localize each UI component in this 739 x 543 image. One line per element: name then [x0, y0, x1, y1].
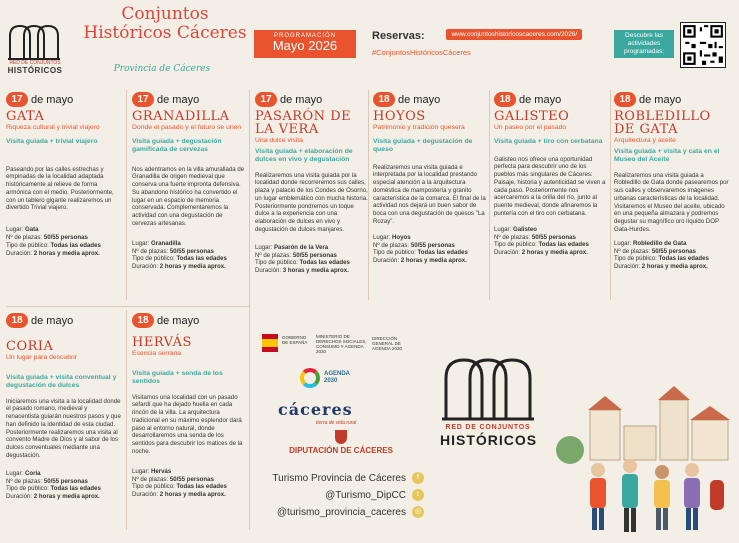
duracion-label: Duración: [6, 493, 33, 501]
event-place: HOYOS [373, 109, 426, 124]
lugar-value: Pasarón de la Vera [273, 243, 329, 251]
publico-value: Todas las edades [176, 483, 227, 491]
subtitle: Provincia de Cáceres [113, 64, 211, 74]
direccion-text: DIRECCIÓN GENERAL DE AGENDA 2030 [372, 336, 403, 351]
programacion-date: Mayo 2026 [272, 38, 338, 53]
event-info [6, 226, 121, 257]
social-facebook[interactable] [256, 470, 426, 487]
qr-code[interactable] [680, 22, 726, 68]
caceres-tagline: tierra de vida rural [316, 420, 357, 426]
plazas-label: Nº de plazas: [255, 251, 292, 259]
event-tagline: Patrimonio y tradición quesera [373, 124, 465, 131]
event-place: GATA [6, 109, 45, 124]
event-activity: Visita guiada + tiro con cerbatana [494, 137, 603, 145]
plazas-label: Nº de plazas: [494, 233, 531, 241]
event-month: de mayo [31, 314, 74, 327]
plazas-label: Nº de plazas: [6, 234, 43, 242]
publico-value: Todas las edades [50, 241, 101, 249]
publico-value: Todas las edades [176, 255, 227, 263]
programacion-label: PROGRAMACIÓN [273, 33, 336, 39]
crest-icon [335, 430, 347, 444]
event-activity: Visita guiada + elaboración de dulces en vivo y degustación [255, 147, 353, 163]
lugar-label: Lugar: [132, 239, 150, 247]
event-card-pasaron [255, 92, 370, 275]
event-card-robledillo [614, 92, 732, 271]
event-info [494, 226, 609, 257]
event-place: GRANADILLA [132, 109, 230, 124]
big-logo-bottom: HISTÓRICOS [440, 432, 538, 448]
gobierno-text: GOBIERNO DE ESPAÑA [282, 335, 308, 345]
qr-caption: Descubre las actividades programadas: [614, 30, 674, 58]
event-tagline: Un paseo por el pasado [494, 124, 567, 131]
event-day: 18 [373, 92, 395, 107]
plazas-value: 50/55 personas [43, 234, 88, 242]
duracion-value: 2 horas y media aprox. [159, 263, 226, 271]
plazas-label: Nº de plazas: [132, 475, 169, 483]
duracion-value: 2 horas y media aprox. [641, 263, 708, 271]
event-card-coria [6, 313, 121, 501]
event-date [132, 313, 247, 328]
event-card-gata [6, 92, 121, 257]
diputacion-text: DIPUTACIÓN DE CÁCERES [289, 446, 393, 455]
social-twitter-label: @Turismo_DipCC [325, 490, 406, 501]
event-tagline: Riqueza cultural y trivial viajero [6, 124, 100, 131]
lugar-value: Gata [24, 226, 39, 234]
event-place: HERVÁS [132, 335, 192, 350]
main-title [70, 5, 260, 43]
village-tourists-icon [550, 380, 735, 538]
lugar-value: Granadilla [150, 239, 181, 247]
diputacion-logo [286, 430, 396, 455]
spain-flag-icon [262, 334, 278, 352]
lugar-value: Hervás [150, 467, 172, 475]
event-month: de mayo [519, 93, 562, 106]
sdg-wheel-icon [300, 368, 320, 388]
event-date [373, 92, 488, 107]
social-instagram[interactable] [256, 504, 426, 521]
title-line-2: Históricos Cáceres [83, 23, 247, 43]
event-description: Galisteo nos ofrece una oportunidad perfecta para descubrir uno de los pueblos más singulares de Cáceres: Paisaje, historia y autenticidad se viven a cada paso. Posteriormente nos acercaremos a la orilla del río, junto al puente medieval, donde afinaremos la puntería con el tiro con cerbatana. [494, 155, 606, 218]
plazas-label: Nº de plazas: [614, 247, 651, 255]
publico-label: Tipo de público: [494, 241, 537, 249]
event-info [255, 244, 370, 275]
social-links [256, 470, 426, 521]
gobierno-logo [262, 332, 418, 354]
sponsors-block [256, 330, 426, 530]
event-tagline: Un lugar para descubrir [6, 354, 78, 361]
event-day: 17 [132, 92, 154, 107]
event-date [614, 92, 732, 107]
publico-label: Tipo de público: [132, 483, 175, 491]
event-card-galisteo [494, 92, 609, 257]
lugar-value: Robledillo de Gata [632, 239, 687, 247]
lugar-label: Lugar: [494, 225, 512, 233]
agenda-line-1: AGENDA [324, 371, 351, 377]
duracion-label: Duración: [494, 249, 521, 257]
duracion-value: 2 horas y media aprox. [400, 257, 467, 265]
duracion-label: Duración: [255, 267, 282, 275]
event-activity: Visita guiada + senda de los sentidos [132, 369, 223, 385]
event-activity: Visita guiada + visita y cata en el Museo del Aceite [614, 147, 720, 163]
event-date [6, 92, 121, 107]
column-divider [610, 90, 611, 300]
event-card-granadilla [132, 92, 247, 271]
plazas-value: 50/55 personas [292, 251, 337, 259]
event-info [132, 468, 247, 499]
publico-value: Todas las edades [538, 241, 589, 249]
plazas-value: 50/55 personas [651, 247, 696, 255]
event-date [494, 92, 609, 107]
instagram-icon: ◎ [412, 506, 424, 518]
event-place: ROBLEDILLO DE GATA [614, 109, 711, 137]
row-divider [6, 306, 250, 307]
event-place: CORIA [6, 339, 54, 354]
duracion-value: 2 horas y media aprox. [33, 249, 100, 257]
lugar-value: Galisteo [512, 225, 538, 233]
event-month: de mayo [157, 93, 200, 106]
event-description: Realizaremos una visita guiada por la localidad donde recorreremos sus calles, plaza y palacio de los Condes de Osorno, un lugar emblemático con mucha historia. Posteriormente pondremos un toque dulce a la experiencia con una elaboración de dulces en vivo y degustación de dulces manjares. [255, 171, 368, 234]
big-arches-icon [440, 352, 536, 422]
plazas-label: Nº de plazas: [132, 247, 169, 255]
duracion-value: 2 horas y media aprox. [33, 493, 100, 501]
logo-small-bottom: HISTÓRICOS [7, 66, 63, 75]
reservas-url-link[interactable]: www.conjuntoshistoricoscaceres.com/2026/ [446, 29, 582, 40]
publico-label: Tipo de público: [614, 255, 657, 263]
event-description: Realizaremos una visita guiada a Robledillo de Gata donde pasearemos por sus calles y observaremos imágenes urbanas características de la localidad. Visitaremos el Museo del aceite, ubicado en una pequeña almazara y podremos degustar su magnífico oro líquido DOP Gata-Hurdes. [614, 171, 729, 234]
hashtag: #ConjuntosHistóricosCáceres [372, 48, 471, 57]
lugar-value: Hoyos [391, 233, 411, 241]
caceres-logo: cáceres [278, 400, 353, 419]
event-activity: Visita guiada + degustación de queso [373, 137, 473, 153]
publico-label: Tipo de público: [6, 485, 49, 493]
event-day: 17 [6, 92, 28, 107]
agenda-text [324, 371, 350, 385]
publico-label: Tipo de público: [255, 259, 298, 267]
publico-value: Todas las edades [50, 485, 101, 493]
programacion-badge [254, 30, 356, 58]
plazas-label: Nº de plazas: [6, 477, 43, 485]
plazas-value: 50/55 personas [410, 241, 455, 249]
event-day: 18 [132, 313, 154, 328]
logo-small-text [4, 60, 66, 75]
publico-value: Todas las edades [417, 249, 468, 257]
event-day: 17 [255, 92, 277, 107]
event-day: 18 [614, 92, 636, 107]
event-info [6, 470, 121, 501]
header [0, 0, 739, 82]
event-description: Realizaremos una visita guiada e interpretada por la localidad prestando especial atención a la arquitectura doméstica de mampostería y granito característica de la comarca. El final de la actividad nos dejará un buen sabor de boca con una degustación de quesos "La Rozay". [373, 163, 486, 226]
event-month: de mayo [280, 93, 323, 106]
event-date [6, 313, 121, 328]
red-conjuntos-big-logo [440, 352, 536, 462]
event-activity: Visita guiada + trivial viajero [6, 137, 98, 145]
duracion-label: Duración: [132, 263, 159, 271]
agenda-2030-logo [300, 368, 356, 390]
event-description: Paseando por las calles estrechas y empinadas de la localidad adaptada históricamente al relieve de forma armónica con el medio. Posteriormente, con un tablero gigante realizaremos un divertido Trivial viajero. [6, 165, 114, 212]
tourists-illustration [550, 380, 735, 538]
event-month: de mayo [398, 93, 441, 106]
facebook-icon: f [412, 472, 424, 484]
ministerio-text: MINISTERIO DE DERECHOS SOCIALES, CONSUMO Y AGENDA 2030 [316, 334, 367, 354]
title-line-1: Conjuntos [121, 4, 209, 24]
duracion-label: Duración: [614, 263, 641, 271]
plazas-value: 50/55 personas [43, 477, 88, 485]
event-description: Visitamos una localidad con un pasado sefardí que ha dejado huella en cada rincón de la villa. La arquitectura tradicional en su máximo esplendor dará paso al entorno natural, donde desarrollaremos una senda de los sentidos para descubrir los matices de la noche. [132, 393, 243, 456]
event-place: GALISTEO [494, 109, 570, 124]
big-logo-top: RED DE CONJUNTOS [445, 424, 531, 431]
social-instagram-label: @turismo_provincia_caceres [276, 507, 406, 518]
arches-icon [6, 22, 62, 62]
publico-label: Tipo de público: [6, 241, 49, 249]
lugar-label: Lugar: [373, 233, 391, 241]
event-activity: Visita guiada + degustación gamificada de cervezas [132, 137, 222, 153]
event-day: 18 [494, 92, 516, 107]
lugar-value: Coria [24, 469, 41, 477]
event-card-hervas [132, 313, 247, 499]
event-tagline: Una dulce visita [255, 137, 303, 144]
reservas-label: Reservas: [372, 30, 425, 42]
event-tagline: Arquitectura y aceite [614, 137, 676, 144]
publico-label: Tipo de público: [132, 255, 175, 263]
event-description: Nos adentramos en la villa amurallada de Granadilla de origen medieval que conserva una fuerte impronta defensiva. Su abandono histórico ha convertido el lugar en un espacio de memoria conservada. Complementaremos la actividad con una degustación de cervezas artesanas. [132, 165, 245, 228]
duracion-value: 3 horas y media aprox. [282, 267, 349, 275]
publico-label: Tipo de público: [373, 249, 416, 257]
event-info [132, 240, 247, 271]
publico-value: Todas las edades [299, 259, 350, 267]
duracion-value: 2 horas y media aprox. [159, 491, 226, 499]
event-activity: Visita guiada + visita conventual y degustación de dulces [6, 373, 117, 389]
column-divider [368, 90, 369, 300]
event-place: PASARÓN DE LA VERA [255, 109, 352, 137]
duracion-label: Duración: [6, 249, 33, 257]
event-month: de mayo [31, 93, 74, 106]
agenda-line-2: 2030 [324, 378, 338, 384]
reservas-block [372, 26, 602, 57]
event-info [373, 234, 488, 265]
lugar-label: Lugar: [132, 467, 150, 475]
event-month: de mayo [639, 93, 682, 106]
lugar-label: Lugar: [6, 469, 24, 477]
column-divider [489, 90, 490, 300]
plazas-value: 50/55 personas [169, 247, 214, 255]
social-twitter[interactable] [256, 487, 426, 504]
column-divider [126, 310, 127, 530]
twitter-icon: t [412, 489, 424, 501]
social-facebook-label: Turismo Provincia de Cáceres [272, 473, 406, 484]
plazas-value: 50/55 personas [531, 233, 576, 241]
event-tagline: Donde el pasado y el futuro se unen [132, 124, 242, 131]
event-date [132, 92, 247, 107]
event-day: 18 [6, 313, 28, 328]
event-info [614, 240, 732, 271]
lugar-label: Lugar: [614, 239, 632, 247]
lugar-label: Lugar: [255, 243, 273, 251]
qr-code-icon [681, 23, 725, 67]
event-card-hoyos [373, 92, 488, 265]
event-month: de mayo [157, 314, 200, 327]
column-divider [126, 90, 127, 300]
column-divider [249, 90, 250, 530]
duracion-label: Duración: [373, 257, 400, 265]
publico-value: Todas las edades [658, 255, 709, 263]
event-date [255, 92, 370, 107]
lugar-label: Lugar: [6, 226, 24, 234]
plazas-label: Nº de plazas: [373, 241, 410, 249]
plazas-value: 50/55 personas [169, 475, 214, 483]
duracion-value: 2 horas y media aprox. [521, 249, 588, 257]
event-description: Iniciaremos una visita a la localidad donde el pasado romano, medieval y renacentista guiarán nuestros pasos y que han definido la identidad de esta ciudad. Posteriormente realizaremos una visita al convento Madre de Dios y al sabor de los dulces conventuales mediante una degustación. [6, 397, 121, 460]
logo-small-top: RED DE CONJUNTOS [9, 60, 61, 66]
duracion-label: Duración: [132, 491, 159, 499]
event-tagline: Esencia serrana [132, 350, 182, 357]
